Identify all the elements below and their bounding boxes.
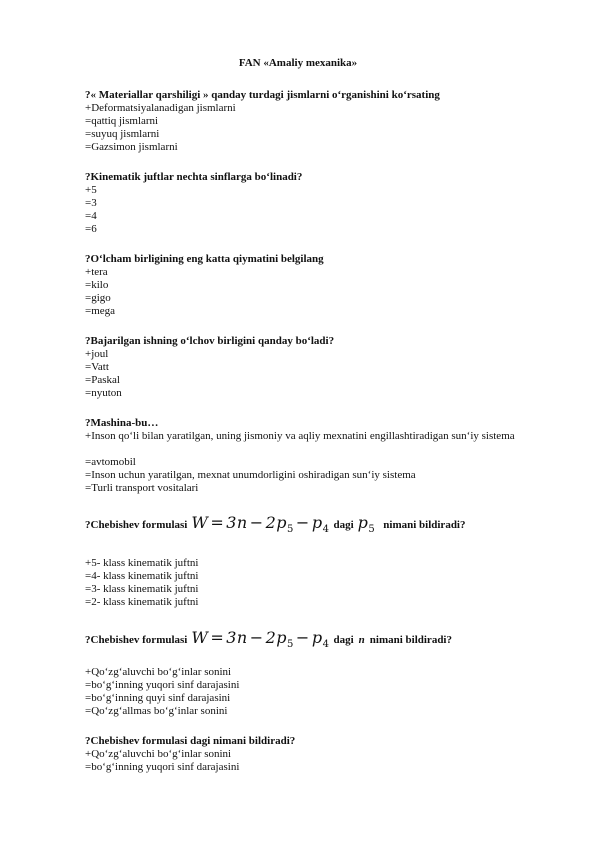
answer-8-2: =bo‘g‘inning yuqori sinf darajasini [85, 761, 240, 773]
answer-3-4: =mega [85, 305, 116, 317]
answer-7-3: =bo‘g‘inning quyi sinf darajasini [85, 692, 231, 704]
answer-4-1: +joul [85, 348, 109, 360]
symbol-p5: $p_5$ [357, 513, 376, 536]
answer-6-4: =2- klass kinematik juftni [85, 596, 199, 608]
answer-1-2: =qattiq jismlarni [85, 115, 159, 127]
answer-3-2: =kilo [85, 279, 109, 291]
chebyshev-formula: $W = 3n - 2p_5 - p_4$ [191, 513, 330, 536]
answer-5-2: =avtomobil [85, 456, 136, 468]
answer-4-2: =Vatt [85, 361, 109, 373]
answer-7-4: =Qo‘zg‘allmas bo‘g‘inlar sonini [85, 705, 228, 717]
question-6-prefix: ?Chebishev formulasi [85, 519, 188, 531]
question-5: ?Mashina-bu… [85, 417, 159, 429]
answer-1-1: +Deformatsiyalanadigan jismlarni [85, 102, 236, 114]
answer-2-1: +5 [85, 184, 97, 196]
answer-4-3: =Paskal [85, 374, 120, 386]
answer-6-1: +5- klass kinematik juftni [85, 557, 199, 569]
answer-5-4: =Turli transport vositalari [85, 482, 199, 494]
answer-5-3: =Inson uchun yaratilgan, mexnat unumdorligini oshiradigan sun‘iy sistema [85, 469, 416, 481]
answer-3-1: +tera [85, 266, 108, 278]
answer-2-4: =6 [85, 223, 97, 235]
answer-3-3: =gigo [85, 292, 111, 304]
question-7-mid: dagi [333, 634, 354, 646]
answer-7-1: +Qo‘zg‘aluvchi bo‘g‘inlar sonini [85, 666, 232, 678]
answer-8-1: +Qo‘zg‘aluvchi bo‘g‘inlar sonini [85, 748, 232, 760]
question-8: ?Chebishev formulasi dagi nimani bildiradi? [85, 735, 296, 747]
question-4: ?Bajarilgan ishning o‘lchov birligini qanday bo‘ladi? [85, 335, 335, 347]
question-7-prefix: ?Chebishev formulasi [85, 634, 188, 646]
answer-7-2: =bo‘g‘inning yuqori sinf darajasini [85, 679, 240, 691]
question-7 [85, 628, 452, 650]
question-6 [85, 513, 466, 535]
question-2: ?Kinematik juftlar nechta sinflarga bo‘linadi? [85, 171, 303, 183]
question-7-suffix: nimani bildiradi? [369, 634, 452, 646]
answer-2-2: =3 [85, 197, 97, 209]
chebyshev-formula: $W = 3n - 2p_5 - p_4$ [191, 628, 330, 651]
answer-5-1: +Inson qo‘li bilan yaratilgan, uning jismoniy va aqliy mexnatini engillashtiradigan sun‘iy sistema [85, 430, 515, 442]
page-title: FAN «Amaliy mexanika» [238, 57, 358, 69]
answer-6-3: =3- klass kinematik juftni [85, 583, 199, 595]
question-1: ?« Materiallar qarshiligi » qanday turdagi jismlarni o‘rganishini ko‘rsating [85, 89, 440, 101]
answer-4-4: =nyuton [85, 387, 122, 399]
question-3: ?O‘lcham birligining eng katta qiymatini belgilang [85, 253, 324, 265]
question-6-suffix: nimani bildiradi? [383, 519, 466, 531]
answer-1-4: =Gazsimon jismlarni [85, 141, 178, 153]
symbol-n: n [358, 634, 365, 646]
question-6-mid: dagi [333, 519, 354, 531]
answer-2-3: =4 [85, 210, 97, 222]
answer-6-2: =4- klass kinematik juftni [85, 570, 199, 582]
answer-1-3: =suyuq jismlarni [85, 128, 160, 140]
